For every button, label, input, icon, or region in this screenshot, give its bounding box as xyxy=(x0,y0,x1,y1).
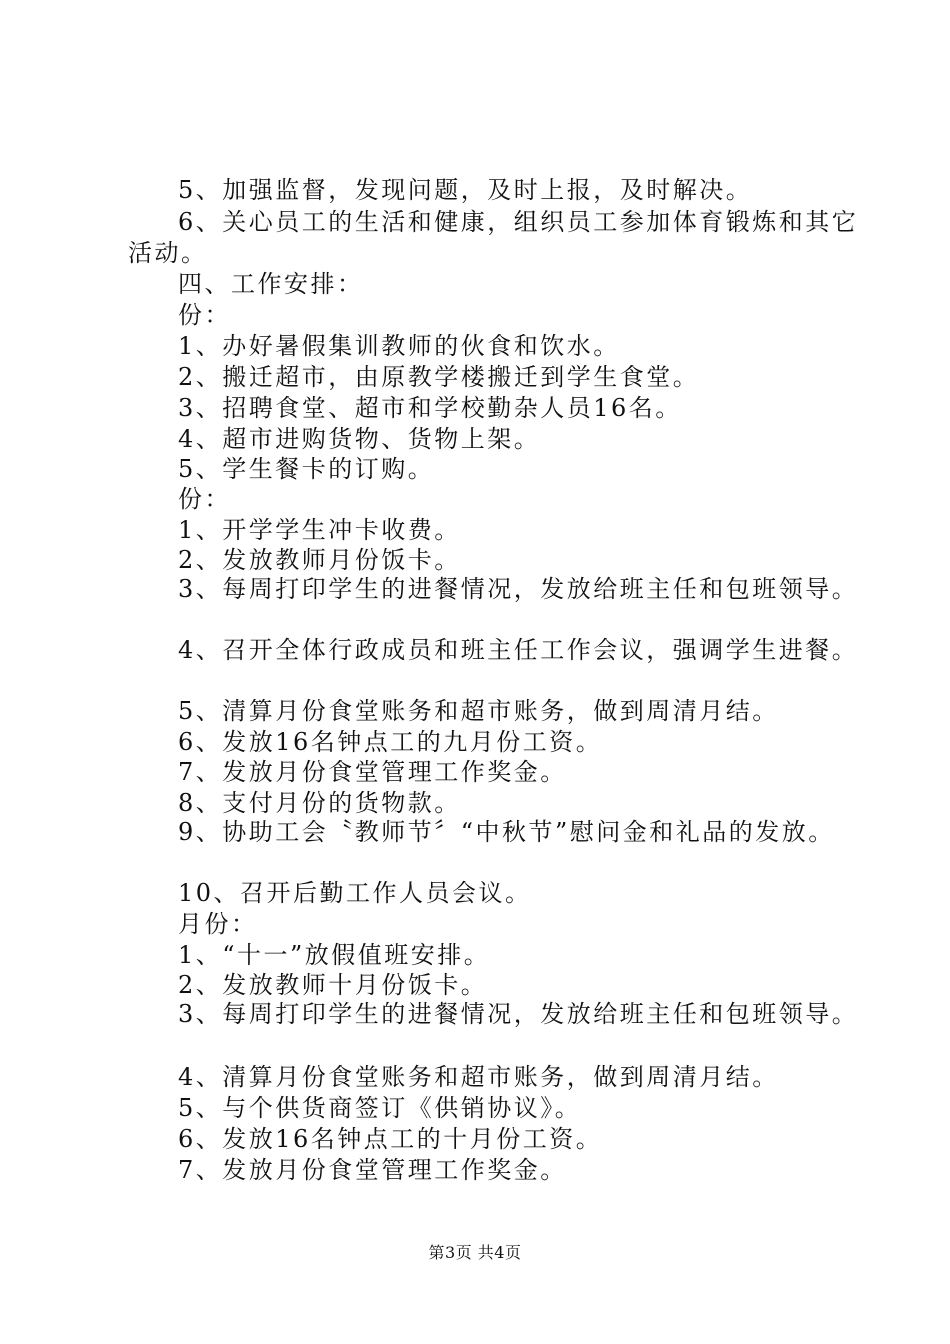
month-heading: 月份： xyxy=(178,910,258,938)
month-heading: 份： xyxy=(178,485,231,513)
text-line: 2、发放教师月份饭卡。 xyxy=(178,546,461,574)
text-line: 1、“十一”放假值班安排。 xyxy=(178,941,491,969)
text-line: 2、发放教师十月份饭卡。 xyxy=(178,971,488,999)
text-line: 3、招聘食堂、超市和学校勤杂人员16名。 xyxy=(178,394,682,422)
page-footer: 第3页 共4页 xyxy=(428,1243,522,1262)
text-line: 8、支付月份的货物款。 xyxy=(178,789,461,817)
text-line: 4、清算月份食堂账务和超市账务，做到周清月结。 xyxy=(178,1063,779,1091)
text-line: 3、每周打印学生的进餐情况，发放给班主任和包班领导。 xyxy=(178,575,859,603)
text-line: 6、发放16名钟点工的九月份工资。 xyxy=(178,728,603,756)
text-line: 4、超市进购货物、货物上架。 xyxy=(178,425,541,453)
text-line: 2、搬迁超市，由原教学楼搬迁到学生食堂。 xyxy=(178,363,700,391)
text-line: 5、清算月份食堂账务和超市账务，做到周清月结。 xyxy=(178,697,779,725)
text-line: 5、加强监督，发现问题，及时上报，及时解决。 xyxy=(178,176,753,204)
section-heading: 四、工作安排： xyxy=(178,270,364,298)
text-line: 3、每周打印学生的进餐情况，发放给班主任和包班领导。 xyxy=(178,1000,859,1028)
text-line: 5、学生餐卡的订购。 xyxy=(178,455,435,483)
text-line: 7、发放月份食堂管理工作奖金。 xyxy=(178,758,567,786)
text-line: 4、召开全体行政成员和班主任工作会议，强调学生进餐。 xyxy=(178,636,859,664)
text-line: 5、与个供货商签订《供销协议》。 xyxy=(178,1094,582,1122)
text-line: 活动。 xyxy=(128,239,208,267)
month-heading: 份： xyxy=(178,301,231,329)
text-line: 7、发放月份食堂管理工作奖金。 xyxy=(178,1156,567,1184)
text-line: 1、开学学生冲卡收费。 xyxy=(178,516,461,544)
text-line: 6、关心员工的生活和健康，组织员工参加体育锻炼和其它 xyxy=(178,208,859,236)
text-line: 1、办好暑假集训教师的伙食和饮水。 xyxy=(178,332,620,360)
text-line: 9、协助工会〝教师节〞“中秋节”慰问金和礼品的发放。 xyxy=(178,818,835,846)
text-line: 10、召开后勤工作人员会议。 xyxy=(178,879,532,907)
text-line: 6、发放16名钟点工的十月份工资。 xyxy=(178,1125,603,1153)
